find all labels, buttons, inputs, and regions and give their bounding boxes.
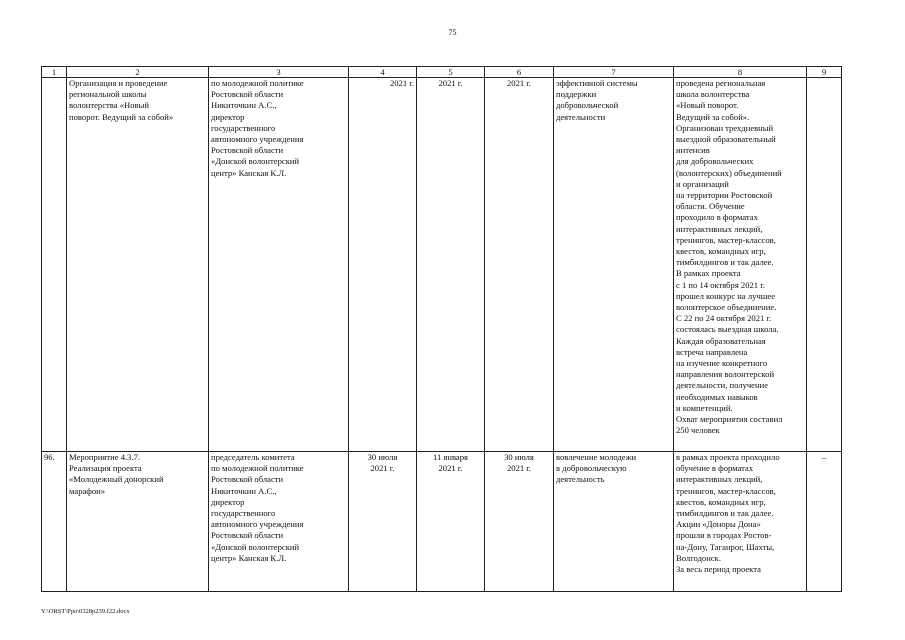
column-number-row (42, 67, 842, 78)
row-number (42, 78, 67, 452)
col-header-2: 2 (67, 67, 209, 78)
table-row (42, 78, 842, 452)
document-path: Y:\ORST\Ppo\0328p239.f22.docx (41, 608, 130, 615)
page-number: 75 (448, 28, 457, 37)
planned-start-date: 30 июля 2021 г. (349, 452, 417, 592)
col-header-7: 7 (554, 67, 674, 78)
responsible-executor: председатель комитета по молодежной политике Ростовской области Никиточкин А.С., директор государственного автономного учреждения Ростовской области «Донской волонтерский центр» Канская К.Л. (209, 452, 349, 592)
table-row (42, 452, 842, 592)
row-number: 96. (42, 452, 67, 592)
col-header-9: 9 (807, 67, 842, 78)
expected-result: эффективной системы поддержки добровольческой деятельности (554, 78, 674, 452)
col-header-1: 1 (42, 67, 67, 78)
col-header-6: 6 (485, 67, 554, 78)
measures-table (41, 66, 842, 592)
actual-date: 30 июля 2021 г. (485, 452, 554, 592)
actual-result: проведена региональная школа волонтерства «Новый поворот. Ведущий за собой». Организован трехдневный выездной образовательный интенсив для добровольческих (волонтерских) объединений и организаций на территории Ростовской области. Обучение проходило в форматах интерактивных лекций, тренингов, мастер-классов, квестов, командных игр, тимбилдингов и так далее. В рамках проекта с 1 по 14 октября 2021 г. прошел конкурс на лучшее волонтерское объединение. С 22 по 24 октября 2021 г. состоялась выездная школа. Каждая образовательная встреча направлена на изучение конкретного направления волонтерской деятельности, получение необходимых навыков и компетенций. Охват мероприятия составил 250 человек (674, 78, 807, 452)
measure-name: Организация и проведение региональной школы волонтерства «Новый поворот. Ведущий за собой» (67, 78, 209, 452)
col-header-3: 3 (209, 67, 349, 78)
measure-name: Мероприятие 4.3.7. Реализация проекта «Молодежный донорский марафон» (67, 452, 209, 592)
expected-result: вовлечение молодежи в добровольческую деятельность (554, 452, 674, 592)
col-header-5: 5 (417, 67, 485, 78)
planned-end-date: 2021 г. (417, 78, 485, 452)
responsible-executor: по молодежной политике Ростовской области Никиточкин А.С., директор государственного автономного учреждения Ростовской области «Донской волонтерский центр» Канская К.Л. (209, 78, 349, 452)
planned-end-date: 11 января 2021 г. (417, 452, 485, 592)
col-header-4: 4 (349, 67, 417, 78)
note (807, 78, 842, 452)
note: – (807, 452, 842, 592)
actual-date: 2021 г. (485, 78, 554, 452)
col-header-8: 8 (674, 67, 807, 78)
actual-result: в рамках проекта проходило обучение в форматах интерактивных лекций, тренингов, мастер-классов, квестов, командных игр, тимбилдингов и так далее. Акции «Доноры Дона» прошли в городах Ростов- на-Дону, Таганрог, Шахты, Волгодонск. За весь период проекта (674, 452, 807, 592)
planned-start-date: 2021 г. (349, 78, 417, 452)
